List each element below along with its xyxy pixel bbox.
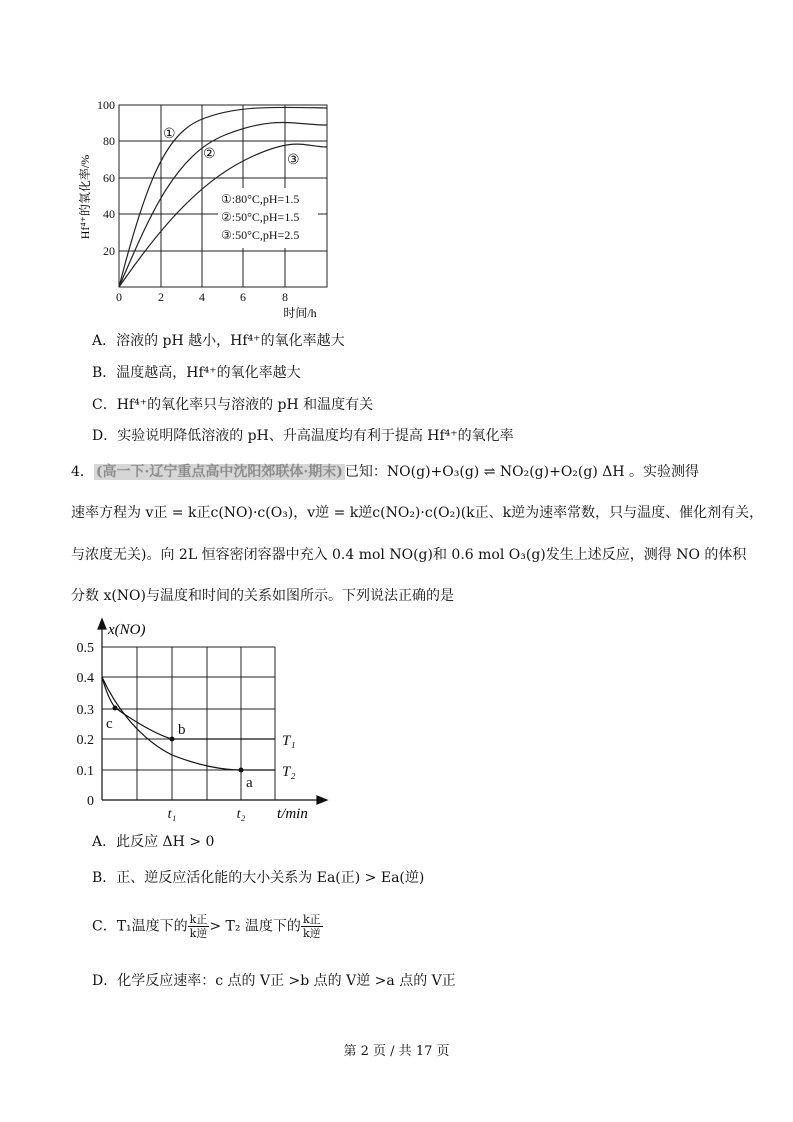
k-ratio-fraction: [188, 913, 210, 940]
curve-t2: [102, 677, 275, 770]
q3-option-c: C．Hf⁴⁺的氧化率只与溶液的 pH 和温度有关: [92, 397, 374, 413]
point-c: [113, 706, 118, 711]
q4-line3: 与浓度无关)。向 2L 恒容密闭容器中充入 0.4 mol NO(g)和 0.6 mol O₃(g)发生上述反应，测得 NO 的体积: [71, 547, 747, 563]
q4-option-d: D．化学反应速率：c 点的 V正 >b 点的 V逆 >a 点的 V正: [92, 973, 456, 989]
chart1-ytick: 100: [97, 98, 115, 112]
q3-option-d: D．实验说明降低溶液的 pH、升高温度均有利于提高 Hf⁴⁺的氧化率: [92, 428, 514, 444]
q4-option-c: [92, 913, 323, 940]
q4-line1-text: 已知：NO(g)+O₃(g) ⇌ NO₂(g)+O₂(g) ΔH 。实验测得: [344, 464, 700, 480]
chart2-xtick: t₂: [236, 807, 246, 822]
chart1-xtick: 2: [158, 290, 164, 304]
q3-option-b: B．温度越高，Hf⁴⁺的氧化率越大: [92, 365, 301, 381]
chart1-ytick: 60: [103, 171, 115, 185]
chart1-xtick: 8: [282, 290, 288, 304]
page-footer: 第 2 页 / 共 17 页: [343, 1044, 450, 1059]
chart1-xtick: 0: [116, 290, 122, 304]
chart2-ylabel: x(NO): [108, 622, 146, 638]
chart1-xtick: 6: [240, 290, 246, 304]
legend-item: ②:50°C,pH=1.5: [221, 210, 300, 224]
series-t1-label: T₁: [282, 733, 296, 749]
q4-source-tag: (高一下·辽宁重点高中沈阳郊联体·期末): [95, 464, 343, 480]
chart1-legend: [221, 192, 299, 242]
xno-time-chart: [62, 615, 342, 830]
legend-item: ①:80°C,pH=1.5: [221, 192, 300, 206]
chart1-ytick: 40: [103, 207, 115, 221]
fraction-denominator: k逆: [302, 927, 321, 940]
q4-option-c-middle: > T₂ 温度下的: [209, 918, 301, 935]
point-c-label: c: [106, 716, 113, 732]
q4-option-a: A．此反应 ΔH > 0: [92, 834, 215, 850]
curve-t1: [102, 677, 275, 739]
q4-line1: [71, 462, 699, 482]
curve-1-label: ①: [163, 127, 176, 142]
chart1-xlabel: 时间/h: [283, 306, 317, 320]
fraction-denominator: k逆: [189, 927, 208, 940]
chart1-ytick: 80: [103, 134, 115, 148]
fraction-numerator: k正: [189, 913, 208, 926]
q4-number: 4．: [71, 464, 94, 480]
oxidation-rate-chart: [75, 95, 335, 325]
chart2-ytick: 0.4: [76, 671, 94, 686]
series-t2-label: T₂: [282, 764, 296, 780]
fraction-numerator: k正: [302, 913, 321, 926]
chart2-ytick: 0: [87, 794, 94, 809]
chart1-xtick: 4: [199, 290, 205, 304]
chart2-xtick: t₁: [167, 807, 177, 822]
q3-option-a: A．溶液的 pH 越小，Hf⁴⁺的氧化率越大: [92, 333, 345, 349]
chart2-xlabel: t/min: [277, 806, 308, 822]
legend-item: ③:50°C,pH=2.5: [221, 228, 300, 242]
chart2-ytick: 0.3: [76, 703, 94, 718]
q4-line2: 速率方程为 v正 = k正c(NO)·c(O₃)，v逆 = k逆c(NO₂)·c(O₂)(k正、k逆为速率常数，只与温度、催化剂有关，: [71, 505, 764, 521]
curve-2-label: ②: [203, 147, 216, 162]
chart2-ytick: 0.5: [76, 641, 94, 656]
k-ratio-fraction: [301, 913, 323, 940]
chart2-curves: [102, 677, 275, 770]
chart1-ytick: 20: [103, 244, 115, 258]
point-b-label: b: [178, 722, 186, 738]
q4-option-c-prefix: C．T₁温度下的: [92, 918, 188, 935]
point-a-label: a: [246, 775, 253, 791]
chart1-ylabel: Hf⁴⁺的氧化率/%: [78, 154, 92, 240]
q4-option-b: B．正、逆反应活化能的大小关系为 Ea(正) > Ea(逆): [92, 870, 425, 886]
chart2-ytick: 0.2: [76, 733, 94, 748]
chart2-ytick: 0.1: [76, 764, 94, 779]
curve-3-label: ③: [287, 153, 300, 168]
q4-line4: 分数 x(NO)与温度和时间的关系如图所示。下列说法正确的是: [71, 588, 454, 604]
point-a: [239, 768, 244, 773]
point-b: [170, 737, 175, 742]
